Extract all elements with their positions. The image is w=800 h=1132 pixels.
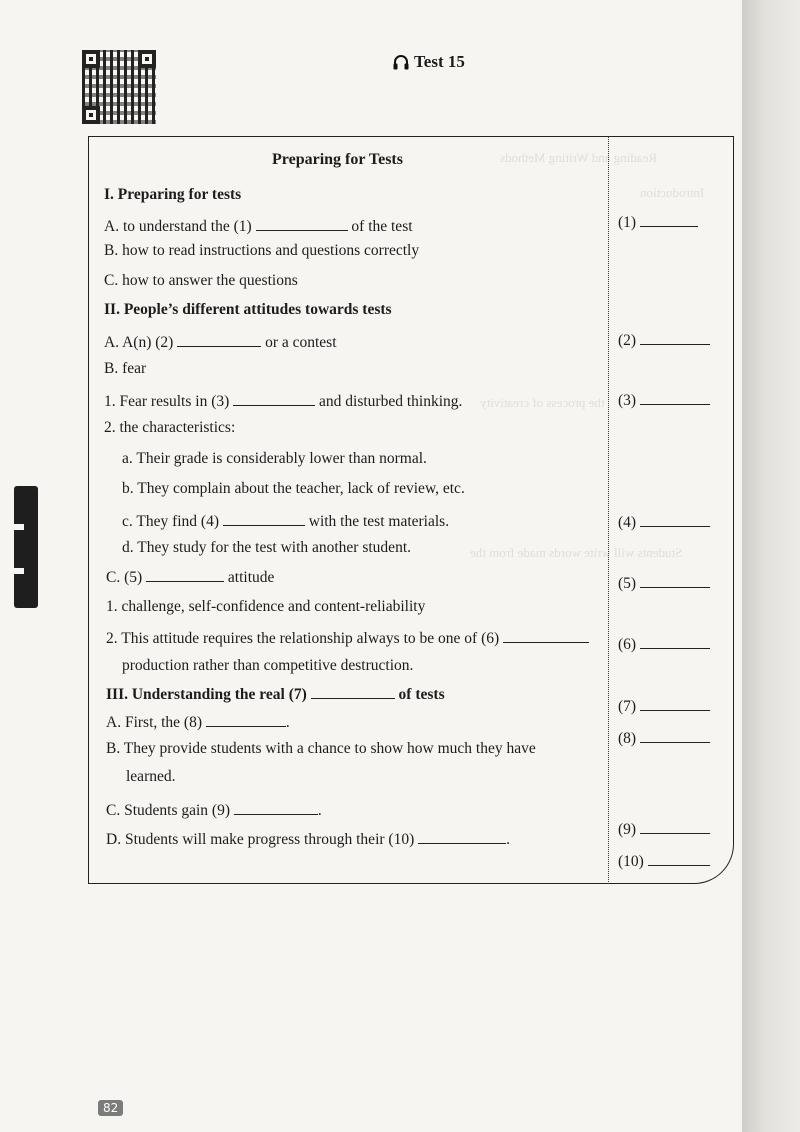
answer-blank[interactable]: [233, 391, 315, 406]
outline-line: d. They study for the test with another student.: [122, 539, 411, 556]
answer-blank[interactable]: [177, 332, 261, 347]
answer-column-divider: [608, 136, 609, 884]
answer-slot: (2): [618, 330, 710, 349]
answer-blank[interactable]: [640, 573, 710, 588]
outline-line: C. how to answer the questions: [104, 272, 298, 289]
answer-blank[interactable]: [648, 851, 710, 866]
outline-line: 1. Fear results in (3) and disturbed thinking.: [104, 393, 463, 410]
outline-line: 2. This attitude requires the relationship always to be one of (6): [106, 628, 589, 647]
section-heading: I. Preparing for tests: [104, 186, 242, 203]
outline-line: a. Their grade is considerably lower than normal.: [122, 450, 427, 467]
outline-title: Preparing for Tests: [272, 151, 403, 168]
answer-slot: (9): [618, 819, 710, 838]
answer-blank[interactable]: [418, 829, 506, 844]
bleed-through-text: Students will write words made from the: [470, 545, 683, 560]
outline-line: B. fear: [104, 360, 147, 377]
bleed-through-text: the process of creativity: [480, 395, 605, 410]
answer-blank[interactable]: [503, 628, 589, 643]
answer-slot: (6): [618, 634, 710, 653]
outline-line: D. Students will make progress through their (10) .: [106, 831, 510, 848]
outline-line: production rather than competitive destruction.: [122, 657, 414, 674]
page-edge-shadow: [742, 0, 800, 1132]
outline-line: B. They provide students with a chance to show how much they have: [106, 740, 536, 757]
answer-slot: (5): [618, 573, 710, 592]
answer-slot: (7): [618, 696, 710, 715]
answer-blank[interactable]: [640, 212, 698, 227]
answer-slot: (4): [618, 512, 710, 531]
test-title: Test 15: [414, 52, 465, 71]
section-heading: II. People’s different attitudes towards tests: [104, 301, 392, 318]
answer-blank[interactable]: [640, 634, 710, 649]
page-header: [392, 52, 465, 72]
answer-slot: (1): [618, 212, 698, 231]
outline-line: A. to understand the (1) of the test: [104, 218, 413, 235]
answer-slot: (3): [618, 390, 710, 409]
outline-line: A. First, the (8) .: [106, 714, 290, 731]
answer-blank[interactable]: [640, 696, 710, 711]
answer-blank[interactable]: [223, 511, 305, 526]
answer-blank[interactable]: [640, 390, 710, 405]
answer-blank[interactable]: [640, 819, 710, 834]
outline-line: learned.: [126, 768, 176, 785]
answer-blank[interactable]: [206, 712, 286, 727]
headphones-icon: [392, 54, 410, 71]
answer-blank[interactable]: [640, 728, 710, 743]
outline-line: 2. the characteristics:: [104, 419, 236, 436]
answer-slot: (10): [618, 851, 710, 870]
answer-blank[interactable]: [640, 512, 710, 527]
section-heading: III. Understanding the real (7) of tests: [106, 686, 445, 703]
answer-blank[interactable]: [311, 684, 395, 699]
answer-blank[interactable]: [256, 216, 348, 231]
page-number: 82: [98, 1100, 123, 1116]
bleed-through-text: Reading and Writing Methods: [500, 150, 658, 165]
outline-line: B. how to read instructions and questions correctly: [104, 242, 420, 259]
outline-line: C. (5) attitude: [106, 569, 275, 586]
outline-line: A. A(n) (2) or a contest: [104, 334, 337, 351]
outline-line: 1. challenge, self-confidence and content-reliability: [106, 598, 426, 615]
outline-line: C. Students gain (9) .: [106, 802, 322, 819]
answer-blank[interactable]: [146, 567, 224, 582]
answer-blank[interactable]: [640, 330, 710, 345]
outline-line: b. They complain about the teacher, lack of review, etc.: [122, 480, 465, 497]
bleed-through-text: Introduction: [640, 185, 705, 200]
answer-blank[interactable]: [234, 800, 318, 815]
answer-slot: (8): [618, 728, 710, 747]
qr-code-icon: [82, 50, 156, 124]
binder-clip: [14, 486, 38, 608]
outline-line: c. They find (4) with the test materials.: [122, 513, 450, 530]
